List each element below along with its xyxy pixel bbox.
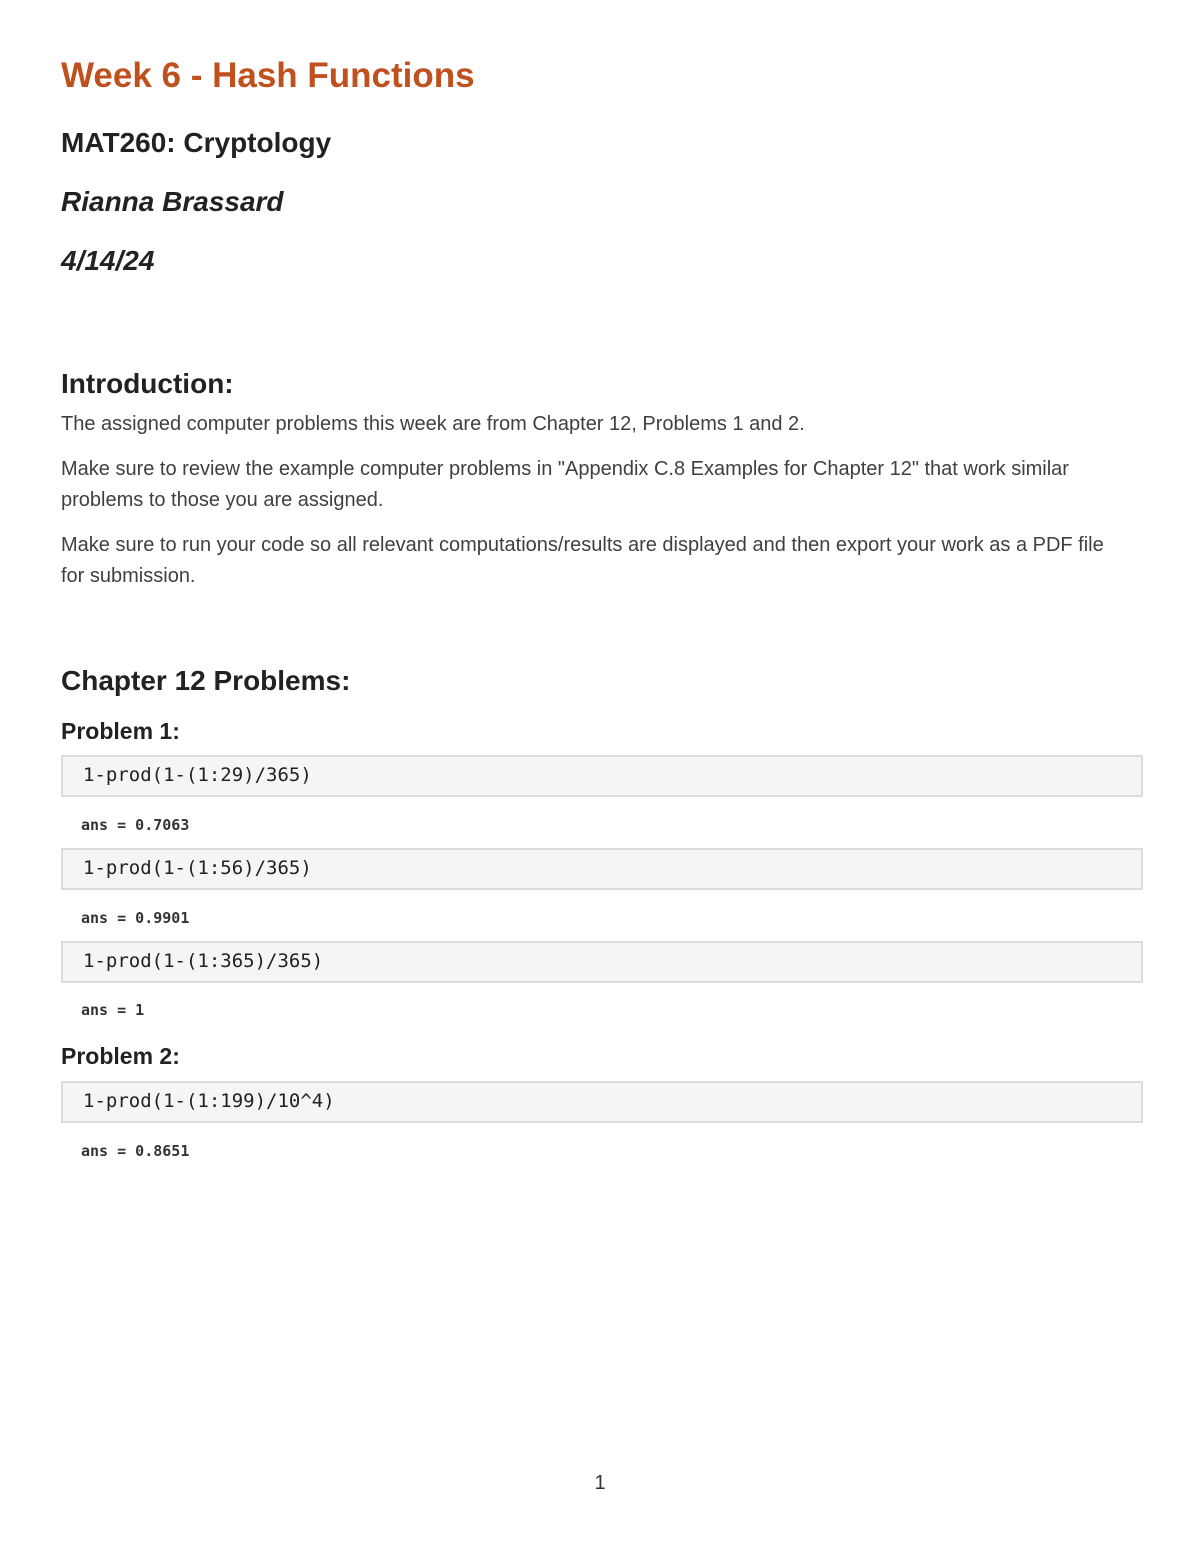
code-text[interactable]: 1-prod(1-(1:199)/10^4) xyxy=(83,1090,335,1112)
code-cell[interactable] xyxy=(61,941,1143,983)
introduction-heading: Introduction: xyxy=(61,368,234,399)
document-date: 4/14/24 xyxy=(61,245,155,276)
problem-1-heading: Problem 1: xyxy=(61,718,180,744)
code-output: ans = 0.9901 xyxy=(81,909,190,927)
document-title: Week 6 - Hash Functions xyxy=(61,56,475,95)
course-name: MAT260: Cryptology xyxy=(61,127,332,158)
intro-paragraph-2: Make sure to review the example computer problems in "Appendix C.8 Examples for Chapter 12" that work similar problems to those you are assigned. xyxy=(61,458,1069,511)
code-cell[interactable] xyxy=(61,1081,1143,1123)
code-text[interactable]: 1-prod(1-(1:29)/365) xyxy=(83,764,312,786)
author-name: Rianna Brassard xyxy=(61,186,284,217)
problem-2-heading: Problem 2: xyxy=(61,1043,180,1069)
page-number: 1 xyxy=(594,1472,606,1494)
code-output: ans = 1 xyxy=(81,1001,145,1019)
code-cell[interactable] xyxy=(61,755,1143,797)
chapter-problems-heading: Chapter 12 Problems: xyxy=(61,665,351,696)
code-output: ans = 0.8651 xyxy=(81,1142,190,1160)
code-cell[interactable] xyxy=(61,848,1143,890)
code-text[interactable]: 1-prod(1-(1:365)/365) xyxy=(83,950,324,972)
code-text[interactable]: 1-prod(1-(1:56)/365) xyxy=(83,857,312,879)
code-output: ans = 0.7063 xyxy=(81,816,190,834)
intro-paragraph-1: The assigned computer problems this week are from Chapter 12, Problems 1 and 2. xyxy=(61,413,805,435)
intro-paragraph-3: Make sure to run your code so all relevant computations/results are displayed and then export your work as a PDF file for submission. xyxy=(61,534,1104,587)
